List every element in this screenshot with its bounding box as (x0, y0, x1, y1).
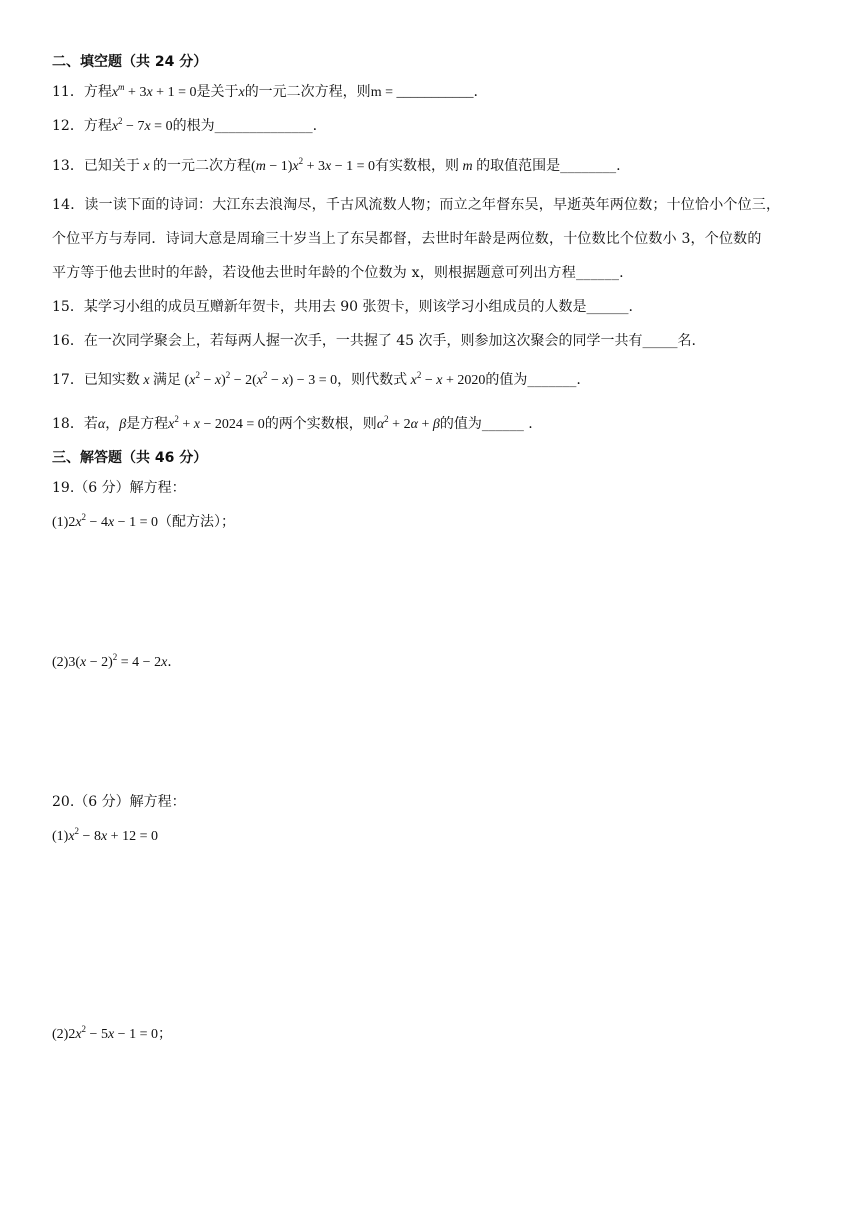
q11-number: 11． (52, 84, 84, 100)
q13-end: 的取值范围是________. (476, 158, 621, 174)
q11-post2: 的一元二次方程，则 (244, 84, 371, 100)
section-fill-blank-heading: 二、填空题（共 24 分） (52, 54, 208, 70)
q20-p1-equation: $x^2 - 8x + 12 = 0$ (68, 826, 158, 844)
q17-mid: 满足 (153, 372, 182, 388)
q18-mid: 是方程 (126, 416, 169, 432)
q17-variable: x (143, 373, 150, 388)
q12-post: 的根为______________. (172, 118, 318, 134)
q12-number: 12． (52, 118, 84, 134)
q18-end: 的值为______ . (439, 416, 533, 432)
q19-p2-end: . (167, 654, 172, 670)
question-15: 15．某学习小组的成员互赠新年贺卡，共用去 90 张贺卡，则该学习小组成员的人数是______. (52, 299, 633, 315)
q17-mid2: ，则代数式 (337, 372, 408, 388)
q18-mid2: 的两个实数根，则 (264, 416, 377, 432)
q17-number: 17． (52, 372, 84, 388)
q18-beta: β (119, 417, 127, 432)
q20-p2-label: (2) (52, 1027, 69, 1042)
q12-pre: 方程 (83, 118, 112, 134)
q13-post: 有实数根，则 (375, 158, 460, 174)
q13-variable: x (143, 159, 150, 174)
q20-p2-equation: $2x^2 - 5x - 1 = 0$ (68, 1024, 158, 1042)
q11-blank: m = ___________ (370, 85, 474, 100)
q18-number: 18． (52, 416, 84, 432)
question-14-line-1: 14．读一读下面的诗词：大江东去浪淘尽，千古风流数人物；而立之年督东吴，早逝英年两位数；十位恰小个位三， (52, 197, 781, 213)
question-17 (52, 370, 581, 391)
question-11 (52, 82, 478, 103)
q19-p1-equation: $2x^2 - 4x - 1 = 0$ (68, 512, 158, 530)
q13-mid: 的一元二次方程 (153, 158, 252, 174)
q17-end: 的值为_______. (485, 372, 581, 388)
q19-p2-label: (2) (52, 655, 69, 670)
q17-expression: $x^2 - x + 2020$ (410, 370, 486, 388)
question-18 (52, 414, 533, 435)
question-20-part-2 (52, 1024, 172, 1045)
q11-end: . (473, 84, 478, 100)
section-solve-heading: 三、解答题（共 46 分） (52, 450, 208, 466)
q11-pre: 方程 (83, 84, 112, 100)
question-20-part-1 (52, 826, 158, 847)
question-19-part-2 (52, 652, 172, 673)
question-19-title: 19.（6 分）解方程： (52, 480, 186, 496)
question-13 (52, 156, 621, 177)
q19-p2-equation: $3(x - 2)^2 = 4 - 2x$ (68, 652, 168, 670)
q11-variable: x (238, 85, 245, 100)
q13-pre: 已知关于 (83, 158, 140, 174)
q17-equation: $(x^2 - x)^2 - 2(x^2 - x) - 3 = 0$ (181, 370, 338, 388)
q19-p1-label: (1) (52, 515, 69, 530)
q13-number: 13． (52, 158, 84, 174)
q18-alpha: α (97, 417, 106, 432)
question-20-title: 20.（6 分）解方程： (52, 794, 186, 810)
q20-p1-label: (1) (52, 829, 69, 844)
q18-equation: $x^2 + x - 2024 = 0$ (168, 414, 265, 432)
q13-variable-m: m (462, 159, 473, 174)
question-14-line-3: 平方等于他去世时的年龄，若设他去世时年龄的个位数为 x，则根据题意可列出方程______. (52, 265, 624, 281)
q18-pre: 若 (83, 416, 98, 432)
q11-equation: $x^m + 3x + 1 = 0$ (111, 82, 197, 100)
question-19-part-1 (52, 512, 235, 533)
q19-p1-note: （配方法）； (157, 514, 235, 530)
q17-pre: 已知实数 (83, 372, 140, 388)
question-16: 16．在一次同学聚会上，若每两人握一次手，一共握了 45 次手，则参加这次聚会的同学一共有_____名. (52, 333, 696, 349)
q18-sep: ， (105, 416, 120, 432)
question-12 (52, 116, 317, 137)
q20-p2-end: ； (157, 1026, 172, 1042)
q11-post: 是关于 (196, 84, 239, 100)
question-14-line-2: 个位平方与寿同．诗词大意是周瑜三十岁当上了东吴都督，去世时年龄是两位数，十位数比个位数小 3，个位数的 (52, 231, 762, 247)
q12-equation: $x^2 - 7x = 0$ (111, 116, 173, 134)
q13-equation: $(m - 1)x^2 + 3x - 1 = 0$ (251, 156, 376, 174)
q18-expression: $\alpha^2 + 2\alpha + \beta$ (376, 414, 440, 432)
